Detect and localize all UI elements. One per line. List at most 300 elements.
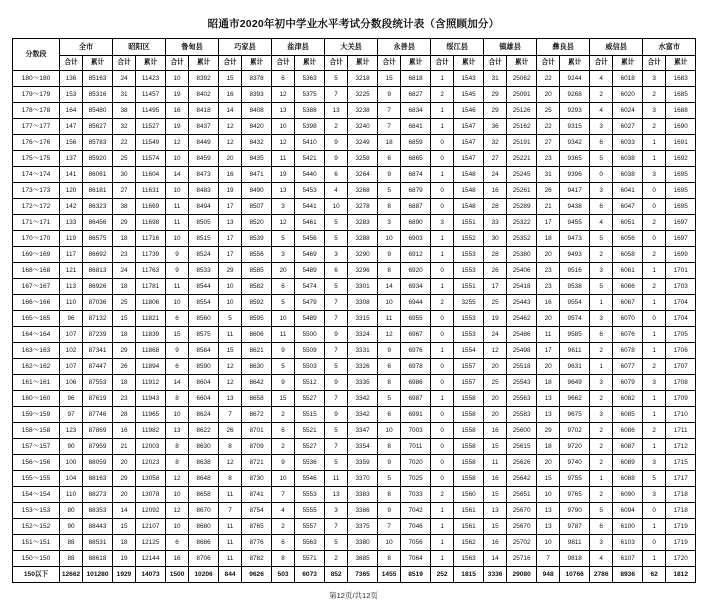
cell-count: 10 xyxy=(166,295,189,311)
cell-cumulative: 11982 xyxy=(136,423,166,439)
cell-count: 24 xyxy=(113,263,136,279)
cell-score-segment: 168～168 xyxy=(13,263,60,279)
table-row xyxy=(13,183,696,199)
cell-count: 7 xyxy=(325,519,348,535)
cell-cumulative: 1552 xyxy=(454,231,484,247)
cell-count: 10 xyxy=(378,295,401,311)
cell-count: 12 xyxy=(219,375,242,391)
cell-score-segment: 167～167 xyxy=(13,279,60,295)
cell-cumulative: 1717 xyxy=(666,471,696,487)
cell-cumulative: 25543 xyxy=(507,375,537,391)
cell-cumulative: 25221 xyxy=(507,151,537,167)
cell-count: 2 xyxy=(325,119,348,135)
cell-count: 31 xyxy=(484,71,507,87)
cell-count: 9 xyxy=(325,407,348,423)
cell-cumulative: 11574 xyxy=(136,151,166,167)
cell-count: 2 xyxy=(272,519,295,535)
column-header-count: 合计 xyxy=(219,56,242,71)
cell-count: 8 xyxy=(378,263,401,279)
cell-cumulative: 85627 xyxy=(83,119,113,135)
cell-cumulative: 5469 xyxy=(295,247,325,263)
table-row xyxy=(13,103,696,119)
cell-cumulative: 6086 xyxy=(613,423,643,439)
cell-count: 13 xyxy=(219,391,242,407)
cell-count: 5 xyxy=(378,183,401,199)
cell-score-segment: 166～166 xyxy=(13,295,60,311)
cell-count: 12 xyxy=(484,343,507,359)
table-row xyxy=(13,375,696,391)
table-row xyxy=(13,535,696,551)
cell-cumulative: 25702 xyxy=(507,535,537,551)
cell-count: 5 xyxy=(325,535,348,551)
cell-cumulative: 6107 xyxy=(613,551,643,567)
cell-count: 3 xyxy=(590,535,613,551)
column-header-district: 水富市 xyxy=(643,39,696,56)
cell-count: 1 xyxy=(590,359,613,375)
cell-count: 23 xyxy=(537,151,560,167)
cell-cumulative: 9417 xyxy=(560,183,590,199)
cell-cumulative: 3218 xyxy=(348,71,378,87)
cell-count: 123 xyxy=(60,423,83,439)
cell-cumulative: 86575 xyxy=(83,231,113,247)
cell-count: 5 xyxy=(590,151,613,167)
cell-cumulative: 6041 xyxy=(613,183,643,199)
cell-count: 16 xyxy=(166,551,189,567)
cell-score-segment: 173～173 xyxy=(13,183,60,199)
cell-count: 26 xyxy=(484,263,507,279)
cell-cumulative: 9787 xyxy=(560,519,590,535)
cell-cumulative: 8776 xyxy=(242,535,272,551)
cell-cumulative: 6077 xyxy=(613,359,643,375)
column-header-district: 彝良县 xyxy=(537,39,590,56)
cell-cumulative: 25498 xyxy=(507,343,537,359)
cell-count: 10 xyxy=(219,279,242,295)
cell-cumulative: 8642 xyxy=(242,375,272,391)
cell-cumulative: 8533 xyxy=(189,263,219,279)
cell-count: 1 xyxy=(590,471,613,487)
cell-count: 11 xyxy=(219,327,242,343)
cell-cumulative: 6088 xyxy=(613,471,643,487)
cell-count: 29 xyxy=(113,215,136,231)
cell-cumulative: 6103 xyxy=(613,535,643,551)
cell-cumulative: 1719 xyxy=(666,519,696,535)
cell-count: 0 xyxy=(590,167,613,183)
cell-cumulative: 85783 xyxy=(83,135,113,151)
cell-count: 5 xyxy=(219,311,242,327)
cell-count: 8 xyxy=(219,439,242,455)
cell-count: 1 xyxy=(431,103,454,119)
cell-cumulative: 9244 xyxy=(560,71,590,87)
cell-count: 5 xyxy=(272,231,295,247)
cell-cumulative: 1563 xyxy=(454,551,484,567)
cell-count: 0 xyxy=(431,423,454,439)
table-row xyxy=(13,551,696,567)
cell-count: 8 xyxy=(272,551,295,567)
cell-cumulative: 8392 xyxy=(189,71,219,87)
cell-cumulative: 86456 xyxy=(83,215,113,231)
cell-count: 12 xyxy=(166,135,189,151)
cell-count: 1 xyxy=(643,391,666,407)
cell-count: 11 xyxy=(219,487,242,503)
cell-count: 11 xyxy=(219,519,242,535)
cell-cumulative: 8670 xyxy=(189,503,219,519)
cell-cumulative: 3308 xyxy=(348,295,378,311)
cell-cumulative: 5479 xyxy=(295,295,325,311)
cell-cumulative: 9293 xyxy=(560,103,590,119)
cell-cumulative: 1558 xyxy=(454,471,484,487)
cell-count: 0 xyxy=(431,183,454,199)
cell-count: 10 xyxy=(166,407,189,423)
cell-cumulative: 25651 xyxy=(507,487,537,503)
cell-cumulative: 12144 xyxy=(136,551,166,567)
table-head xyxy=(13,39,696,71)
column-header-cumulative: 累计 xyxy=(295,56,325,71)
cell-cumulative: 6076 xyxy=(613,327,643,343)
cell-cumulative: 5503 xyxy=(295,359,325,375)
cell-count: 12 xyxy=(166,471,189,487)
cell-cumulative: 9516 xyxy=(560,263,590,279)
cell-count: 90 xyxy=(60,519,83,535)
cell-count: 6 xyxy=(166,311,189,327)
column-header-count: 合计 xyxy=(272,56,295,71)
cell-count: 3336 xyxy=(484,567,507,583)
cell-count: 10 xyxy=(166,151,189,167)
cell-count: 19 xyxy=(484,311,507,327)
cell-count: 12 xyxy=(272,135,295,151)
cell-cumulative: 6912 xyxy=(401,247,431,263)
cell-cumulative: 5440 xyxy=(295,167,325,183)
cell-count: 0 xyxy=(431,199,454,215)
cell-count: 5 xyxy=(325,359,348,375)
cell-cumulative: 6944 xyxy=(401,295,431,311)
cell-cumulative: 6841 xyxy=(401,119,431,135)
cell-count: 14 xyxy=(219,103,242,119)
cell-cumulative: 1695 xyxy=(666,183,696,199)
cell-cumulative: 25642 xyxy=(507,471,537,487)
cell-count: 3 xyxy=(431,215,454,231)
cell-cumulative: 25162 xyxy=(507,119,537,135)
column-header-cumulative: 累计 xyxy=(613,56,643,71)
cell-cumulative: 8524 xyxy=(189,247,219,263)
cell-count: 3 xyxy=(590,311,613,327)
cell-cumulative: 6955 xyxy=(401,311,431,327)
cell-count: 24 xyxy=(113,71,136,87)
cell-cumulative: 88531 xyxy=(83,535,113,551)
cell-cumulative: 1547 xyxy=(454,119,484,135)
cell-count: 14 xyxy=(113,503,136,519)
table-header-groups xyxy=(13,39,696,56)
cell-cumulative: 1548 xyxy=(454,167,484,183)
cell-score-segment: 174～174 xyxy=(13,167,60,183)
cell-cumulative: 12003 xyxy=(136,439,166,455)
cell-cumulative: 3331 xyxy=(348,343,378,359)
cell-cumulative: 6094 xyxy=(613,503,643,519)
cell-cumulative: 1558 xyxy=(454,423,484,439)
cell-count: 8 xyxy=(378,439,401,455)
cell-count: 29 xyxy=(484,103,507,119)
cell-cumulative: 1703 xyxy=(666,279,696,295)
cell-count: 1 xyxy=(431,343,454,359)
cell-cumulative: 5563 xyxy=(295,535,325,551)
cell-cumulative: 9493 xyxy=(560,247,590,263)
cell-count: 9 xyxy=(272,343,295,359)
cell-count: 7 xyxy=(325,295,348,311)
cell-count: 8 xyxy=(378,551,401,567)
cell-cumulative: 1558 xyxy=(454,407,484,423)
cell-count: 29 xyxy=(113,471,136,487)
cell-cumulative: 8730 xyxy=(242,471,272,487)
cell-count: 6 xyxy=(325,167,348,183)
cell-count: 10 xyxy=(166,183,189,199)
column-header-count: 合计 xyxy=(378,56,401,71)
cell-cumulative: 86181 xyxy=(83,183,113,199)
cell-count: 1 xyxy=(431,535,454,551)
cell-count: 2786 xyxy=(590,567,613,583)
cell-cumulative: 1548 xyxy=(454,183,484,199)
cell-count: 88 xyxy=(60,551,83,567)
cell-count: 20 xyxy=(537,87,560,103)
cell-count: 1 xyxy=(643,135,666,151)
cell-count: 2 xyxy=(590,455,613,471)
cell-count: 2 xyxy=(643,359,666,375)
cell-cumulative: 87553 xyxy=(83,375,113,391)
cell-count: 30 xyxy=(113,167,136,183)
cell-count: 164 xyxy=(60,103,83,119)
cell-cumulative: 5555 xyxy=(295,503,325,519)
cell-cumulative: 9675 xyxy=(560,407,590,423)
cell-count: 16 xyxy=(219,87,242,103)
cell-count: 1 xyxy=(431,231,454,247)
cell-count: 26 xyxy=(113,359,136,375)
cell-count: 19 xyxy=(219,183,242,199)
cell-cumulative: 1548 xyxy=(454,199,484,215)
cell-count: 21 xyxy=(537,199,560,215)
column-header-count: 合计 xyxy=(643,56,666,71)
cell-cumulative: 8741 xyxy=(242,487,272,503)
cell-cumulative: 9702 xyxy=(560,423,590,439)
cell-count: 8 xyxy=(378,199,401,215)
column-header-district: 巧家县 xyxy=(219,39,272,56)
cell-count: 15 xyxy=(537,471,560,487)
cell-cumulative: 5489 xyxy=(295,263,325,279)
cell-count: 2 xyxy=(590,87,613,103)
cell-cumulative: 8782 xyxy=(242,551,272,567)
cell-cumulative: 87869 xyxy=(83,423,113,439)
column-header-cumulative: 累计 xyxy=(83,56,113,71)
cell-count: 28 xyxy=(484,247,507,263)
cell-cumulative: 1719 xyxy=(666,535,696,551)
cell-cumulative: 3326 xyxy=(348,359,378,375)
cell-cumulative: 3347 xyxy=(348,423,378,439)
cell-cumulative: 7033 xyxy=(401,487,431,503)
cell-cumulative: 8449 xyxy=(189,135,219,151)
cell-count: 6 xyxy=(166,359,189,375)
cell-count: 10 xyxy=(537,535,560,551)
table-row xyxy=(13,263,696,279)
cell-count: 2 xyxy=(431,295,454,311)
table-row xyxy=(13,439,696,455)
cell-cumulative: 3264 xyxy=(348,167,378,183)
cell-count: 26 xyxy=(537,183,560,199)
cell-count: 18 xyxy=(537,439,560,455)
cell-cumulative: 1562 xyxy=(454,535,484,551)
cell-count: 16 xyxy=(484,471,507,487)
cell-cumulative: 11868 xyxy=(136,343,166,359)
cell-cumulative: 9626 xyxy=(242,567,272,583)
column-header-score-segment: 分数段 xyxy=(13,39,60,71)
cell-score-segment: 150以下 xyxy=(13,567,60,583)
cell-count: 4 xyxy=(590,71,613,87)
cell-cumulative: 9611 xyxy=(560,343,590,359)
cell-count: 13 xyxy=(272,103,295,119)
cell-cumulative: 1551 xyxy=(454,215,484,231)
cell-count: 3 xyxy=(590,263,613,279)
cell-cumulative: 9790 xyxy=(560,503,590,519)
cell-count: 15 xyxy=(113,519,136,535)
cell-count: 0 xyxy=(431,359,454,375)
cell-cumulative: 8408 xyxy=(242,103,272,119)
cell-count: 5 xyxy=(325,423,348,439)
cell-count: 147 xyxy=(60,119,83,135)
cell-cumulative: 8606 xyxy=(242,327,272,343)
cell-count: 153 xyxy=(60,87,83,103)
column-header-district: 永善县 xyxy=(378,39,431,56)
cell-count: 120 xyxy=(60,183,83,199)
cell-count: 11 xyxy=(166,279,189,295)
cell-cumulative: 1692 xyxy=(666,151,696,167)
cell-cumulative: 11781 xyxy=(136,279,166,295)
cell-cumulative: 11669 xyxy=(136,199,166,215)
cell-count: 20 xyxy=(537,455,560,471)
cell-cumulative: 5456 xyxy=(295,231,325,247)
page-title: 昭通市2020年初中学业水平考试分数段统计表（含照顾加分） xyxy=(207,18,500,30)
cell-cumulative: 9342 xyxy=(560,135,590,151)
cell-cumulative: 3359 xyxy=(348,455,378,471)
cell-count: 18 xyxy=(113,327,136,343)
cell-count: 252 xyxy=(431,567,454,583)
cell-cumulative: 8648 xyxy=(189,471,219,487)
column-header-district: 全市 xyxy=(60,39,113,56)
cell-count: 7 xyxy=(325,439,348,455)
cell-count: 6 xyxy=(378,359,401,375)
cell-cumulative: 88163 xyxy=(83,471,113,487)
cell-cumulative: 3342 xyxy=(348,391,378,407)
table-row xyxy=(13,119,696,135)
table-body xyxy=(13,71,696,583)
cell-count: 2 xyxy=(643,423,666,439)
cell-cumulative: 9585 xyxy=(560,327,590,343)
cell-cumulative: 12023 xyxy=(136,455,166,471)
cell-cumulative: 1712 xyxy=(666,439,696,455)
table-row xyxy=(13,503,696,519)
cell-count: 102 xyxy=(60,343,83,359)
cell-cumulative: 6934 xyxy=(401,279,431,295)
cell-cumulative: 6066 xyxy=(613,279,643,295)
cell-cumulative: 1558 xyxy=(454,455,484,471)
cell-cumulative: 5388 xyxy=(295,103,325,119)
cell-count: 10 xyxy=(272,119,295,135)
cell-count: 3 xyxy=(590,375,613,391)
cell-count: 1 xyxy=(643,519,666,535)
column-header-cumulative: 累计 xyxy=(666,56,696,71)
cell-cumulative: 87239 xyxy=(83,327,113,343)
cell-count: 19 xyxy=(113,551,136,567)
cell-count: 9 xyxy=(378,343,401,359)
cell-cumulative: 25418 xyxy=(507,279,537,295)
cell-cumulative: 25670 xyxy=(507,503,537,519)
cell-cumulative: 1560 xyxy=(454,487,484,503)
cell-count: 0 xyxy=(431,311,454,327)
cell-count: 5 xyxy=(590,231,613,247)
cell-count: 3 xyxy=(643,103,666,119)
cell-cumulative: 9755 xyxy=(560,471,590,487)
cell-cumulative: 5527 xyxy=(295,391,325,407)
cell-count: 5 xyxy=(325,231,348,247)
cell-count: 7 xyxy=(378,519,401,535)
cell-count: 2 xyxy=(590,247,613,263)
cell-cumulative: 9811 xyxy=(560,535,590,551)
cell-count: 18 xyxy=(113,535,136,551)
cell-cumulative: 1543 xyxy=(454,71,484,87)
cell-cumulative: 5410 xyxy=(295,135,325,151)
cell-count: 10 xyxy=(272,471,295,487)
cell-count: 5 xyxy=(378,391,401,407)
cell-cumulative: 3342 xyxy=(348,407,378,423)
column-header-count: 合计 xyxy=(431,56,454,71)
cell-count: 7 xyxy=(325,391,348,407)
cell-cumulative: 5441 xyxy=(295,199,325,215)
cell-count: 1 xyxy=(431,71,454,87)
score-distribution-table xyxy=(12,38,696,583)
cell-count: 10 xyxy=(378,231,401,247)
cell-count: 17 xyxy=(537,215,560,231)
column-header-cumulative: 累计 xyxy=(136,56,166,71)
cell-cumulative: 9315 xyxy=(560,119,590,135)
cell-cumulative: 5363 xyxy=(295,71,325,87)
cell-cumulative: 8402 xyxy=(189,87,219,103)
cell-cumulative: 8418 xyxy=(189,103,219,119)
column-header-cumulative: 累计 xyxy=(242,56,272,71)
cell-count: 6 xyxy=(272,279,295,295)
cell-count: 10 xyxy=(378,423,401,439)
cell-cumulative: 1688 xyxy=(666,103,696,119)
cell-count: 36 xyxy=(484,119,507,135)
cell-cumulative: 11806 xyxy=(136,295,166,311)
cell-count: 1 xyxy=(431,519,454,535)
cell-cumulative: 25406 xyxy=(507,263,537,279)
column-header-cumulative: 累计 xyxy=(560,56,590,71)
cell-cumulative: 1707 xyxy=(666,359,696,375)
cell-count: 14 xyxy=(378,279,401,295)
cell-count: 12 xyxy=(219,119,242,135)
cell-cumulative: 6874 xyxy=(401,167,431,183)
cell-cumulative: 8437 xyxy=(189,119,219,135)
cell-count: 1 xyxy=(431,551,454,567)
cell-count: 96 xyxy=(60,311,83,327)
cell-count: 2 xyxy=(325,551,348,567)
cell-count: 2 xyxy=(643,247,666,263)
cell-count: 0 xyxy=(431,135,454,151)
cell-cumulative: 13078 xyxy=(136,487,166,503)
cell-cumulative: 6859 xyxy=(401,135,431,151)
cell-count: 21 xyxy=(113,439,136,455)
cell-score-segment: 152～152 xyxy=(13,519,60,535)
cell-count: 852 xyxy=(325,567,348,583)
cell-count: 23 xyxy=(537,263,560,279)
cell-cumulative: 8595 xyxy=(242,311,272,327)
cell-count: 22 xyxy=(537,71,560,87)
cell-count: 12 xyxy=(272,215,295,231)
